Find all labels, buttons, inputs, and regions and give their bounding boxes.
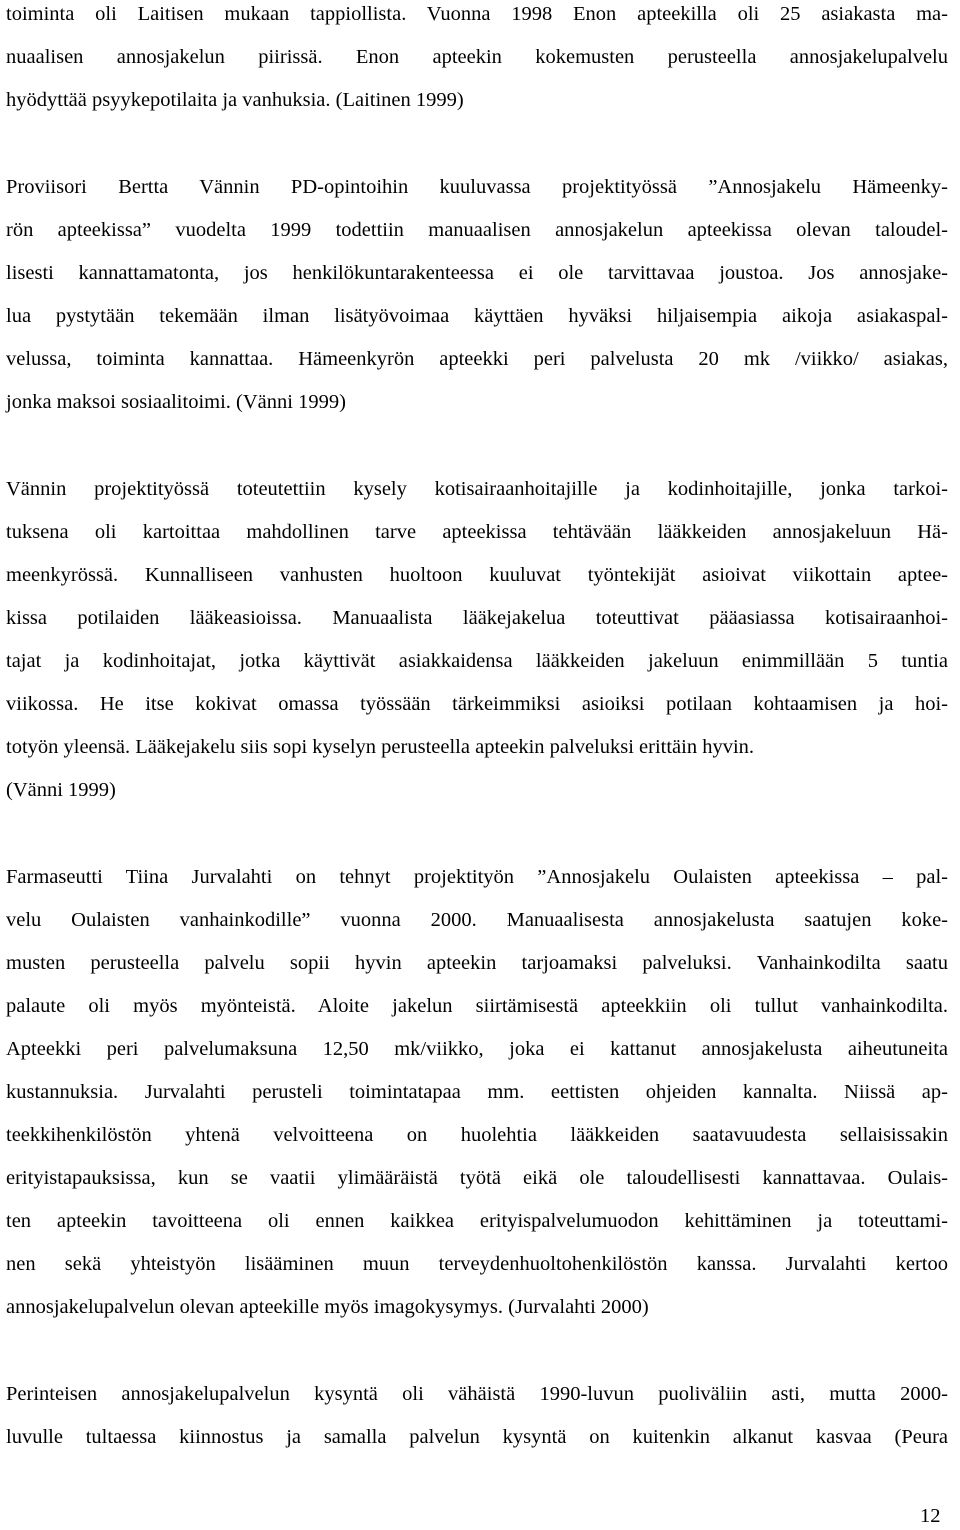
- text-line: meenkyrössä. Kunnalliseen vanhusten huoltoon kuuluvat työntekijät asioivat viikottain aptee-: [6, 564, 948, 586]
- text-line: teekkihenkilöstön yhtenä velvoitteena on huolehtia lääkkeiden saatavuudesta sellaisissakin: [6, 1124, 948, 1146]
- text-line: kustannuksia. Jurvalahti perusteli toimintatapaa mm. eettisten ohjeiden kannalta. Niissä ap-: [6, 1081, 948, 1103]
- text-line: annosjakelupalvelun olevan apteekille myös imagokysymys. (Jurvalahti 2000): [6, 1296, 649, 1318]
- text-line: (Vänni 1999): [6, 779, 116, 801]
- text-line: lisesti kannattamatonta, jos henkilökuntarakenteessa ei ole tarvittavaa joustoa. Jos annosjake-: [6, 262, 948, 284]
- text-line: jonka maksoi sosiaalitoimi. (Vänni 1999): [6, 391, 346, 413]
- text-line: velu Oulaisten vanhainkodille” vuonna 2000. Manuaalisesta annosjakelusta saatujen koke-: [6, 909, 948, 931]
- text-line: toiminta oli Laitisen mukaan tappiollista. Vuonna 1998 Enon apteekilla oli 25 asiakasta ma-: [6, 3, 948, 25]
- text-line: rön apteekissa” vuodelta 1999 todettiin manuaalisen annosjakelun apteekissa olevan taloudel-: [6, 219, 948, 241]
- text-line: musten perusteella palvelu sopii hyvin apteekin tarjoamaksi palveluksi. Vanhainkodilta saatu: [6, 952, 948, 974]
- text-line: lua pystytään tekemään ilman lisätyövoimaa käyttäen hyväksi hiljaisempia aikoja asiakaspal-: [6, 305, 948, 327]
- text-line: Apteekki peri palvelumaksuna 12,50 mk/viikko, joka ei kattanut annosjakelusta aiheutuneita: [6, 1038, 948, 1060]
- text-line: Vännin projektityössä toteutettiin kysely kotisairaanhoitajille ja kodinhoitajille, jonka tarkoi-: [6, 478, 948, 500]
- text-line: erityistapauksissa, kun se vaatii ylimääräistä työtä eikä ole taloudellisesti kannattavaa. Oulais-: [6, 1167, 948, 1189]
- text-line: palaute oli myös myönteistä. Aloite jakelun siirtämisestä apteekkiin oli tullut vanhainkodilta.: [6, 995, 948, 1017]
- text-line: tuksena oli kartoittaa mahdollinen tarve apteekissa tehtävään lääkkeiden annosjakeluun Hä-: [6, 521, 948, 543]
- text-line: Perinteisen annosjakelupalvelun kysyntä oli vähäistä 1990-luvun puoliväliin asti, mutta 2000-: [6, 1383, 948, 1405]
- text-line: tajat ja kodinhoitajat, jotka käyttivät asiakkaidensa lääkkeiden jakeluun enimmillään 5 tuntia: [6, 650, 948, 672]
- text-line: velussa, toiminta kannattaa. Hämeenkyrön apteekki peri palvelusta 20 mk /viikko/ asiakas,: [6, 348, 948, 370]
- text-line: viikossa. He itse kokivat omassa työssään tärkeimmiksi asioiksi potilaan kohtaamisen ja hoi-: [6, 693, 948, 715]
- text-line: hyödyttää psyykepotilaita ja vanhuksia. (Laitinen 1999): [6, 89, 464, 111]
- text-line: ten apteekin tavoitteena oli ennen kaikkea erityispalvelumuodon kehittäminen ja toteuttami-: [6, 1210, 948, 1232]
- text-line: nen sekä yhteistyön lisääminen muun terveydenhuoltohenkilöstön kanssa. Jurvalahti kertoo: [6, 1253, 948, 1275]
- text-line: Proviisori Bertta Vännin PD-opintoihin kuuluvassa projektityössä ”Annosjakelu Hämeenky-: [6, 176, 948, 198]
- text-line: nuaalisen annosjakelun piirissä. Enon apteekin kokemusten perusteella annosjakelupalvelu: [6, 46, 948, 68]
- text-line: luvulle tultaessa kiinnostus ja samalla palvelun kysyntä on kuitenkin alkanut kasvaa (Peura: [6, 1426, 948, 1448]
- text-line: totyön yleensä. Lääkejakelu siis sopi kyselyn perusteella apteekin palveluksi erittäin hyvin.: [6, 736, 755, 758]
- page-number: 12: [920, 1505, 941, 1527]
- text-line: kissa potilaiden lääkeasioissa. Manuaalista lääkejakelua toteuttivat pääasiassa kotisairaanhoi-: [6, 607, 948, 629]
- text-line: Farmaseutti Tiina Jurvalahti on tehnyt projektityön ”Annosjakelu Oulaisten apteekissa – pal-: [6, 866, 948, 888]
